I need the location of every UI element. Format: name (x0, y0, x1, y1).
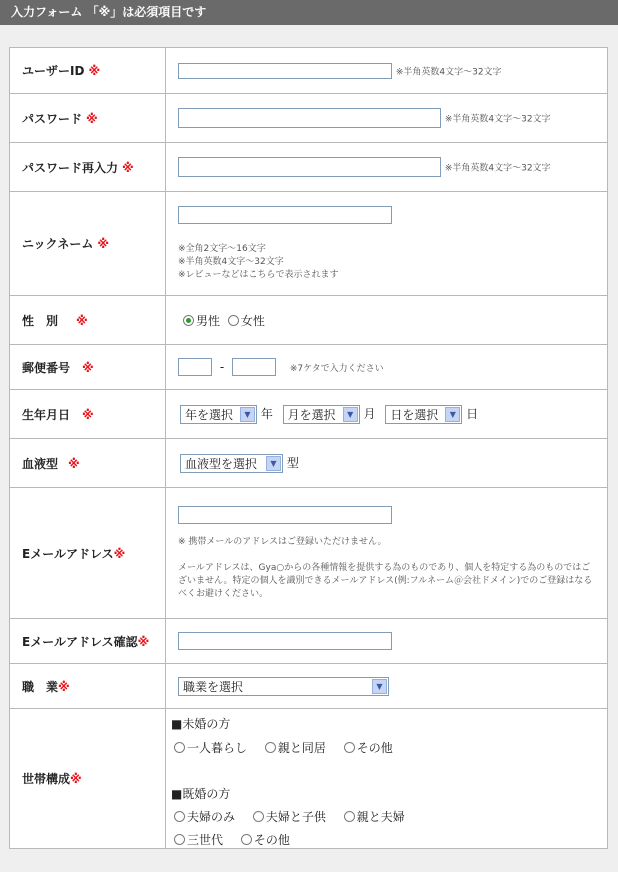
email-confirm-input[interactable] (178, 632, 392, 650)
nickname-input[interactable] (178, 206, 392, 224)
required-mark: ※ (58, 679, 70, 694)
password-confirm-note: ※半角英数4文字～32文字 (444, 163, 551, 174)
job-label: 職 業 (22, 679, 59, 694)
email-confirm-label-cell (10, 619, 166, 664)
password-label-cell (10, 94, 166, 143)
nickname-note: ※全角2文字～16文字 (178, 243, 266, 254)
form-header (0, 0, 618, 25)
household-married-option-other[interactable]: その他 (241, 831, 290, 848)
household-label: 世帯構成 (22, 772, 71, 786)
household-married-options-2 (174, 831, 607, 848)
gender-label-cell (10, 296, 166, 345)
postal-label: 郵便番号 (22, 360, 71, 375)
birth-day-select[interactable]: 日を選択 ▼ (385, 405, 462, 424)
birth-month-unit: 月 (363, 406, 376, 421)
postal-separator: - (219, 359, 225, 374)
radio-icon[interactable] (228, 315, 239, 326)
household-married-option-couple-children[interactable]: 夫婦と子供 (253, 808, 326, 825)
userid-input[interactable] (178, 63, 392, 79)
required-mark: ※ (137, 634, 150, 649)
password-confirm-field-cell (166, 143, 608, 192)
row-email-confirm (10, 619, 608, 664)
radio-selected-icon[interactable] (183, 315, 194, 326)
row-gender (10, 296, 608, 345)
email-note-purpose: メールアドレスは、Gya○からの各種情報を提供する為のものであり、個人を特定する為のものではございません。特定の個人を識別できるメールアドレス(例:フルネーム＠会社ドメイン)でのご登録はなるべくお避けください。 (178, 562, 593, 599)
job-select[interactable]: 職業を選択 ▼ (178, 677, 389, 696)
household-single-option-alone[interactable]: 一人暮らし (174, 739, 247, 756)
userid-label: ユーザーID (22, 64, 85, 78)
household-single-option-other[interactable]: その他 (344, 739, 393, 756)
postal-field-cell (166, 345, 608, 390)
nickname-field-cell (166, 192, 608, 296)
row-birthday (10, 390, 608, 439)
required-mark: ※ (82, 360, 94, 375)
radio-icon[interactable] (174, 834, 185, 845)
household-single-title: ■未婚の方 (171, 717, 231, 731)
registration-form (9, 47, 608, 849)
radio-icon[interactable] (174, 811, 185, 822)
required-mark: ※ (68, 456, 80, 471)
radio-icon[interactable] (344, 742, 355, 753)
birth-year-unit: 年 (260, 406, 273, 421)
form-header-title: 入力フォーム 「※」は必須項目です (11, 5, 207, 19)
row-nickname (10, 192, 608, 296)
birthday-label: 生年月日 (22, 407, 71, 422)
password-label: パスワード (22, 111, 83, 126)
gender-field-cell (166, 296, 608, 345)
chevron-down-icon[interactable]: ▼ (240, 407, 255, 422)
household-married-option-three-gen[interactable]: 三世代 (174, 831, 223, 848)
required-mark: ※ (86, 111, 98, 126)
birth-year-select[interactable]: 年を選択 ▼ (180, 405, 257, 424)
birth-day-unit: 日 (466, 406, 479, 421)
radio-icon[interactable] (253, 811, 264, 822)
password-confirm-input[interactable] (178, 157, 441, 177)
password-confirm-label: パスワード再入力 (22, 160, 119, 175)
blood-field-cell (166, 439, 608, 488)
household-field-cell (166, 709, 608, 849)
birth-month-select[interactable]: 月を選択 ▼ (283, 405, 360, 424)
required-mark: ※ (122, 160, 134, 175)
postal-label-cell (10, 345, 166, 390)
email-confirm-label: Eメールアドレス確認 (22, 634, 138, 649)
birthday-label-cell (10, 390, 166, 439)
userid-label-cell (10, 48, 166, 94)
blood-label-cell (10, 439, 166, 488)
required-mark: ※ (76, 313, 88, 328)
row-email (10, 488, 608, 619)
household-married-options (174, 808, 607, 825)
chevron-down-icon[interactable]: ▼ (343, 407, 358, 422)
row-blood-type (10, 439, 608, 488)
blood-type-select[interactable]: 血液型を選択 ▼ (180, 454, 283, 473)
email-label: Eメールアドレス (22, 546, 114, 561)
password-field-cell (166, 94, 608, 143)
row-postal (10, 345, 608, 390)
household-married-title: ■既婚の方 (171, 787, 231, 801)
password-input[interactable] (178, 108, 441, 128)
required-mark: ※ (97, 237, 110, 251)
row-password-confirm (10, 143, 608, 192)
required-mark: ※ (70, 772, 82, 786)
postal-code-first-input[interactable] (178, 358, 212, 376)
blood-type-unit: 型 (286, 455, 299, 470)
required-mark: ※ (82, 407, 94, 422)
household-married-option-couple[interactable]: 夫婦のみ (174, 808, 235, 825)
password-confirm-label-cell (10, 143, 166, 192)
household-married-option-parents-couple[interactable]: 親と夫婦 (344, 808, 405, 825)
gender-label: 性 別 (22, 313, 59, 328)
row-household (10, 709, 608, 849)
chevron-down-icon[interactable]: ▼ (266, 456, 281, 471)
email-input[interactable] (178, 506, 392, 524)
job-field-cell (166, 664, 608, 709)
required-mark: ※ (113, 546, 126, 561)
row-job (10, 664, 608, 709)
radio-icon[interactable] (344, 811, 355, 822)
email-field-cell (166, 488, 608, 619)
radio-icon[interactable] (265, 742, 276, 753)
row-password (10, 94, 608, 143)
userid-note: ※半角英数4文字～32文字 (395, 67, 502, 77)
gender-option-female[interactable]: 女性 (228, 312, 265, 329)
row-userid (10, 48, 608, 94)
birthday-field-cell (166, 390, 608, 439)
household-label-cell (10, 709, 166, 849)
gender-option-male[interactable]: 男性 (183, 312, 220, 329)
job-label-cell (10, 664, 166, 709)
household-single-options (174, 739, 607, 756)
email-confirm-field-cell (166, 619, 608, 664)
email-label-cell (10, 488, 166, 619)
blood-label: 血液型 (22, 456, 59, 471)
household-single-option-parents[interactable]: 親と同居 (265, 739, 326, 756)
postal-note: ※7ケタで入力ください (289, 363, 384, 374)
password-note: ※半角英数4文字～32文字 (444, 114, 551, 125)
postal-code-second-input[interactable] (232, 358, 276, 376)
userid-field-cell (166, 48, 608, 94)
radio-icon[interactable] (241, 834, 252, 845)
radio-icon[interactable] (174, 742, 185, 753)
email-note-mobile: ※ 携帯メールのアドレスはご登録いただけません。 (178, 536, 387, 547)
nickname-notes (178, 243, 607, 282)
chevron-down-icon[interactable]: ▼ (445, 407, 460, 422)
required-mark: ※ (88, 64, 101, 78)
nickname-note: ※半角英数4文字～32文字 (178, 256, 284, 267)
nickname-label-cell (10, 192, 166, 296)
nickname-note: ※レビューなどはこちらで表示されます (178, 269, 339, 280)
nickname-label: ニックネーム (22, 237, 94, 251)
chevron-down-icon[interactable]: ▼ (372, 679, 387, 694)
